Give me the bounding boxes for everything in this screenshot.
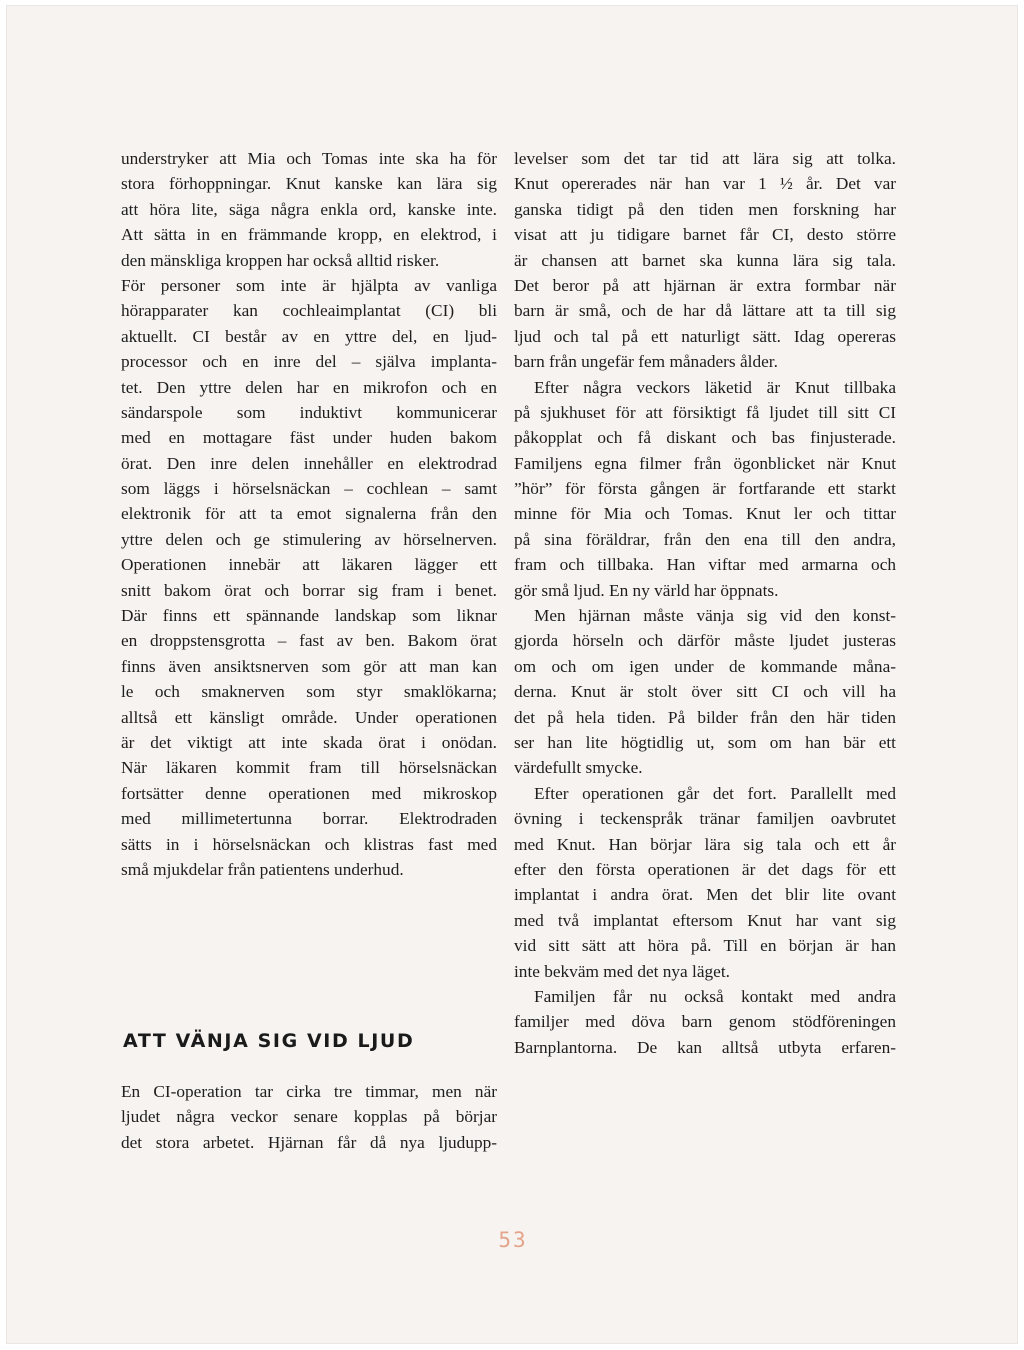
text-line: med en mottagare fäst under huden bakom: [121, 428, 497, 448]
text-line: på sina föräldrar, från den ena till den andra,: [514, 529, 896, 549]
text-line: vid sitt sätt att höra på. Till en början är han: [514, 936, 896, 956]
text-line: inte bekväm med det nya läget.: [514, 961, 730, 981]
text-line: sändarspole som induktivt kommunicerar: [121, 402, 497, 422]
text-line: övning i teckenspråk tränar familjen oavbrutet: [514, 809, 896, 829]
text-line: på sjukhuset för att försiktigt få ljudet till sitt CI: [514, 402, 896, 422]
text-line: familjer med döva barn genom stödföreningen: [514, 1012, 896, 1032]
text-line: ganska tidigt på den tiden men forskning har: [514, 199, 896, 219]
text-line: tet. Den yttre delen har en mikrofon och en: [121, 377, 497, 397]
text-line: är chansen att barnet ska kunna lära sig tala.: [514, 250, 896, 270]
text-line: När läkaren kommit fram till hörselsnäckan: [121, 758, 497, 778]
text-line: ljud och tal på ett naturligt sätt. Idag opereras: [514, 326, 896, 346]
text-line: med två implantat eftersom Knut har vant sig: [514, 910, 896, 930]
text-line: gjorda hörseln och därför måste ljudet justeras: [514, 631, 896, 651]
text-line: små mjukdelar från patientens underhud.: [121, 859, 404, 879]
text-line: Att sätta in en främmande kropp, en elektrod, i: [121, 225, 497, 245]
text-line: elektronik för att ta emot signalerna från den: [121, 504, 497, 524]
text-line: det på hela tiden. På bilder från den här tiden: [514, 707, 896, 727]
text-line: alltså ett känsligt område. Under operationen: [121, 707, 497, 727]
text-line: den mänskliga kroppen har också alltid risker.: [121, 250, 440, 270]
text-line: Efter några veckors läketid är Knut tillbaka: [534, 377, 896, 397]
text-line: sätts in i hörselsnäckan och klistras fast med: [121, 834, 497, 854]
text-line: med millimetertunna borrar. Elektrodraden: [121, 809, 497, 829]
text-line: Operationen innebär att läkaren lägger ett: [121, 555, 497, 575]
text-line: barn från ungefär fem månaders ålder.: [514, 352, 778, 372]
text-line: Barnplantorna. De kan alltså utbyta erfaren-: [514, 1037, 896, 1057]
left-column-after-heading: [121, 1079, 497, 1155]
right-column: [514, 146, 896, 1060]
text-line: det stora arbetet. Hjärnan får då nya ljudupp-: [121, 1132, 497, 1152]
page-number: 53: [498, 1228, 528, 1252]
text-line: Där finns ett spännande landskap som liknar: [121, 606, 497, 626]
text-line: Men hjärnan måste vänja sig vid den konst-: [534, 606, 896, 626]
text-line: Familjen får nu också kontakt med andra: [534, 986, 896, 1006]
text-line: processor och en inre del – själva implanta-: [121, 352, 497, 372]
text-line: ”hör” för första gången är fortfarande ett starkt: [514, 479, 896, 499]
text-line: om och om igen under de kommande måna-: [514, 656, 896, 676]
text-line: minne för Mia och Tomas. Knut ler och tittar: [514, 504, 896, 524]
text-line: Knut opererades när han var 1 ½ år. Det var: [514, 174, 896, 194]
text-line: efter den första operationen är det dags för ett: [514, 859, 896, 879]
text-line: implantat i andra örat. Men det blir lite ovant: [514, 885, 896, 905]
text-line: fram och tillbaka. Han viftar med armarna och: [514, 555, 896, 575]
text-line: att höra lite, säga några enkla ord, kanske inte.: [121, 199, 497, 219]
text-line: En CI-operation tar cirka tre timmar, men när: [121, 1082, 497, 1101]
text-line: derna. Knut är stolt över sitt CI och vill ha: [514, 682, 896, 702]
text-line: le och smaknerven som styr smaklökarna;: [121, 682, 497, 702]
book-page: [6, 5, 1018, 1344]
text-line: gör små ljud. En ny värld har öppnats.: [514, 580, 779, 600]
text-line: visat att ju tidigare barnet får CI, desto större: [514, 225, 896, 245]
text-line: ljudet några veckor senare kopplas på börjar: [121, 1107, 497, 1127]
text-line: snitt bakom örat och borrar sig fram i benet.: [121, 580, 497, 600]
text-line: hörapparater kan cochleaimplantat (CI) bli: [121, 301, 497, 321]
text-line: Det beror på att hjärnan är extra formbar när: [514, 275, 896, 295]
text-line: Familjens egna filmer från ögonblicket när Knut: [514, 453, 896, 473]
text-line: ser han lite högtidlig ut, som om han bär ett: [514, 732, 896, 752]
left-column: [121, 146, 497, 882]
text-line: örat. Den inre delen innehåller en elektrodrad: [121, 453, 497, 473]
text-line: fortsätter denne operationen med mikroskop: [121, 783, 497, 803]
section-heading: ATT VÄNJA SIG VID LJUD: [123, 1030, 415, 1052]
text-line: yttre delen och ge stimulering av hörselnerven.: [121, 529, 497, 549]
text-line: Efter operationen går det fort. Parallellt med: [534, 783, 896, 803]
text-line: barn är små, och de har då lättare att ta till sig: [514, 301, 896, 321]
text-line: För personer som inte är hjälpta av vanliga: [121, 275, 497, 295]
text-line: värdefullt smycke.: [514, 758, 643, 778]
text-line: påkopplat och få diskant och bas finjusterade.: [514, 428, 896, 448]
text-line: med Knut. Han börjar lära sig tala och ett år: [514, 834, 896, 854]
text-line: stora förhoppningar. Knut kanske kan lära sig: [121, 174, 497, 194]
text-line: en droppstensgrotta – fast av ben. Bakom örat: [121, 631, 497, 651]
text-line: finns även ansiktsnerven som gör att man kan: [121, 656, 497, 676]
text-line: aktuellt. CI består av en yttre del, en ljud-: [121, 326, 497, 346]
text-line: understryker att Mia och Tomas inte ska ha för: [121, 149, 497, 168]
text-line: är det viktigt att inte skada örat i onödan.: [121, 732, 497, 752]
text-line: som läggs i hörselsnäckan – cochlean – samt: [121, 479, 497, 499]
text-line: levelser som det tar tid att lära sig att tolka.: [514, 149, 896, 168]
